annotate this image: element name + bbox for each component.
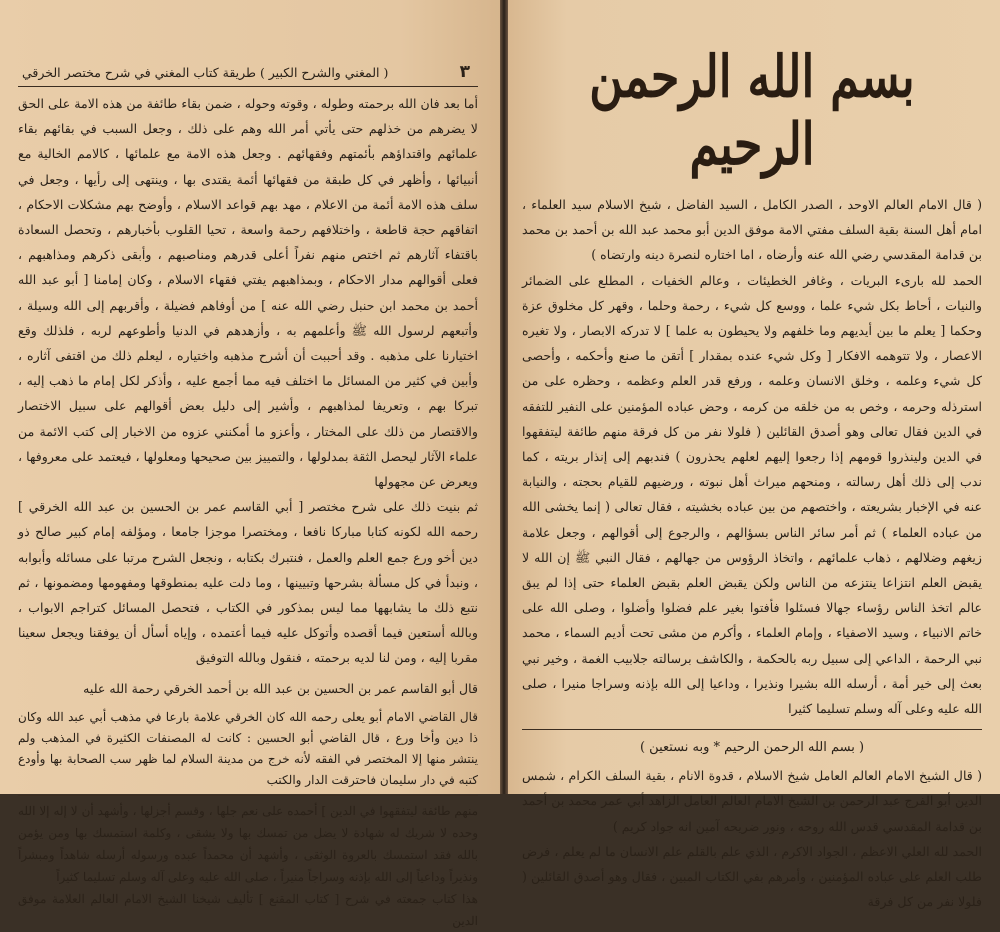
- second-basmala: ( بسم الله الرحمن الرحيم * وبه نستعين ): [639, 740, 865, 756]
- last-line: هذا كتاب جمعته في شرح [ كتاب المقنع ] تأليف شيخنا الشيخ الامام العالم العلامة موفق الدين: [18, 891, 478, 928]
- author-line: قال أبو القاسم عمر بن الحسين بن عبد الله بن أحمد الخرقي رحمة الله عليه: [83, 680, 478, 696]
- book-gutter: [500, 0, 508, 794]
- preface-paragraph: أما بعد فان الله برحمته وطوله ، وقوته وحوله ، ضمن بقاء طائفة من هذه الامة على الحق لا يضرهم من خذلهم حتى يأتي أمر الله وهم على ذلك ، وجعل السبب في بقائهم بقاء علمائهم واقتداؤهم بأئمتهم وفقهائهم . وجعل هذه الامة مع علمائها ، كالامم الخالية مع أنبيائها ، وأظهر في كل طبقة من فقهائها أئمة يقتدى بها ، وينتهى إلى رأيها ، وجعل في سلف هذه الامة أئمة من الاعلام ، مهد بهم قواعد الاسلام ، وأوضح بهم مشكلات الاحكام ، اتفاقهم حجة قاطعة ، واختلافهم رحمة واسعة ، تحيا القلوب بأخبارهم ، وتحصل السعادة باقتفاء آثارهم ثم اختص منهم نفراً أعلى قدرهم ومناصبهم ، وأبقى ذكرهم ومذاهبهم ، فعلى أقوالهم مدار الاحكام ، وبمذاهبهم يفتي فقهاء الاسلام ، وكان إمامنا [ أبو عبد الله أحمد بن محمد ابن حنبل رضي الله عنه ] من أوفاهم فضيلة ، وأقربهم إلى الله وسيلة ، وأتبعهم لرسول الله ﷺ وأعلمهم به ، وأزهدهم في الدنيا وأطوعهم لربه ، فلذلك وقع اختيارنا على مذهبه . وقد أحببت أن أشرح مذهبه واختياره ، ليعلم ذلك من اقتفى آثاره ، وأبين في كثير من المسائل ما اختلف فيه مما أجمع عليه ، وأذكر لكل إمام ما ذهب إليه ، تبركا بهم ، وتعريفا لمذاهبهم ، وأشير إلى دليل بعض أقوالهم على سبيل الاختصار والاقتصار من ذلك على المختار ، وأعزو ما أمكنني عزوه من الاخبار إلى كتب الائمة من علماء الآثار ليحصل الثقة بمدلولها ، والتمييز بين صحيحها ومعلولها ، فيعتمد على معروفها ، ويعرض عن مجهولها: [18, 96, 478, 490]
- main-paragraph: الحمد لله بارىء البريات ، وغافر الخطيئات ، وعالم الخفيات ، المطلع على الضمائر والنيات ، أحاط بكل شيء علما ، ووسع كل شيء ، رحمة وحلما ، وقهر كل مخلوق عزة وحكما [ يعلم ما بين أيديهم وما خلفهم ولا يحيطون به علما ] لا تدركه الابصار ، ولا تغيره الاعصار ، ولا تتوهمه الافكار [ وكل شيء عنده بمقدار ] أتقن ما صنع وأحكمه ، وأحصى كل شيء وعلمه ، وخلق الانسان وعلمه ، ورفع قدر العلم وعظمه ، وحظره على من استرذله وحرمه ، وخص به من خلقه من كرمه ، وحض عباده المؤمنين على النفير للتفقه في الدين فقال تعالى وهو أصدق القائلين ( فلولا نفر من كل فرقة منهم طائفة ليتفقهوا في الدين ولينذروا قومهم إذا رجعوا إليهم لعلهم يحذرون ) فندبهم إلى إنذار بريته ، كما ندب إلى ذلك أهل رسالته ، ومنحهم ميراث أهل نبوته ، ورضيهم للقيام بحجته ، والنيابة عنه في الإخبار بشريعته ، واختصهم من بين عباده بخشيته ، فقال تعالى ( إنما يخشى الله من عباده العلماء ) ثم أمر سائر الناس بسؤالهم ، والرجوع إلى أقوالهم ، وجعل علامة زيغهم وضلالهم ، ذهاب علمائهم ، واتخاذ الرؤوس من جهالهم ، فقال النبي ﷺ إن الله لا يقبض العلم انتزاعا ينتزعه من الناس ولكن يقبض العلم بقبض العلماء حتى إذا لم يبق عالم اتخذ الناس رؤساء جهالا فسئلوا فأفتوا بغير علم فضلوا وأضلوا ، وصلى الله على خاتم الانبياء ، وسيد الاصفياء ، وإمام العلماء ، وأكرم من مشى تحت أديم السماء ، محمد نبي الرحمة ، الداعي إلى سبيل ربه بالحكمة ، والكاشف برسالته جلابيب الغمة ، وخير نبي بعث إلى خير أمة ، أرسله الله بشيرا ونذيرا ، وداعيا إلى الله بإذنه وسراجا منيرا ، صلى الله عليه وعلى آله وسلم تسليما كثيرا: [522, 272, 982, 717]
- lower-section: منهم طائفة ليتفقهوا في الدين ] أحمده على نعم جلها ، وقسم أجزلها ، وأشهد أن لا إله إلا الله وحده لا شريك له شهادة لا يضل من تمسك بها ولا يشقى ، وكلمة استمسك بها ومن يؤمن بالله فقد استمسك بالعروة الوثقى ، وأشهد أن محمداً عبده ورسوله أرسله شاهداً ومبشراً ونذيراً وداعياً إلى الله بإذنه وسراجاً منيراً ، صلى الله عليه وعلى آله وسلم تسليما كثيراً: [18, 803, 478, 884]
- running-head: [18, 58, 478, 87]
- intro-paragraph: ( قال الامام العالم الاوحد ، الصدر الكامل ، السيد الفاضل ، شيخ الاسلام سيد العلماء ، امام أهل السنة بقية السلف مفتي الامة موفق الدين أبو محمد عبد الله بن أحمد بن محمد بن قدامة المقدسي رضي الله عنه وأرضاه ، اما اختاره لنصرة دينه وارتضاه ): [522, 197, 982, 263]
- divider: [522, 729, 982, 730]
- second-body: الحمد لله العلي الاعظم ، الجواد الاكرم ، الذي علم بالقلم علم الانسان ما لم يعلم ، فرض طلب العلم على عباده المؤمنين ، وأمرهم بفي الكتاب المبين ، فقال وهو أصدق القائلين ( فلولا نفر من كل فرقة: [522, 843, 982, 910]
- left-page: [0, 0, 500, 928]
- basmala-heading: بسم الله الرحمن الرحيم: [589, 42, 915, 178]
- right-page: [508, 0, 1000, 910]
- page-number: ٣: [459, 62, 470, 82]
- second-intro: ( قال الشيخ الامام العالم العامل شيخ الاسلام ، قدوة الانام ، بقية السلف الكرام ، شمس الدين أبو الفرج عبد الرحمن بن الشيخ الامام العالم العامل الزاهد أبي عمر محمد بن أحمد بن قدامة المقدسي قدس الله روحه ، ونور ضريحه آمين انه جواد كريم ): [522, 768, 982, 834]
- author-note: قال القاضي الامام أبو يعلى رحمه الله كان الخرقي علامة بارعا في مذهب أبي عبد الله وكان ذا دين وأخا ورع ، قال القاضي أبو الحسين : كانت له المصنفات الكثيرة في المذهب ولم ينتشر منها إلا المختصر في الفقه لأنه خرج من مدينة السلام لما ظهر سب الصحابة بها وأودع كتبه في دار سليمان فاحترقت الدار والكتب: [18, 709, 478, 787]
- divider: [18, 795, 478, 796]
- running-head-title: ( المغني والشرح الكبير ) طريقة كتاب المغني في شرح مختصر الخرقي: [22, 64, 389, 80]
- preface-paragraph: ثم بنيت ذلك على شرح مختصر [ أبي القاسم عمر بن الحسين بن عبد الله الخرقي ] رحمه الله لكونه كتابا مباركا نافعا ، ومختصرا موجزا جامعا ، ومؤلفه إمام كبير صالح ذو دين أخو ورع جمع العلم والعمل ، فنتبرك بكتابه ، ونجعل الشرح مرتبا على مسائله وأبوابه ، ونبدأ في كل مسألة بشرحها وتبيينها ، وما دلت عليه بمنطوقها ومفهومها ومضمونها ، ثم نتبع ذلك ما يشابهها مما ليس بمذكور في الكتاب ، فتحصل المسائل كتراجم الابواب ، وبالله أستعين فيما أقصده وأتوكل عليه فيما أعتمده ، وإياه أسأل أن يوفقنا ويجعل سعينا مقربا إليه ، ومن لنا لديه برحمته ، فنقول وبالله التوفيق: [18, 499, 478, 666]
